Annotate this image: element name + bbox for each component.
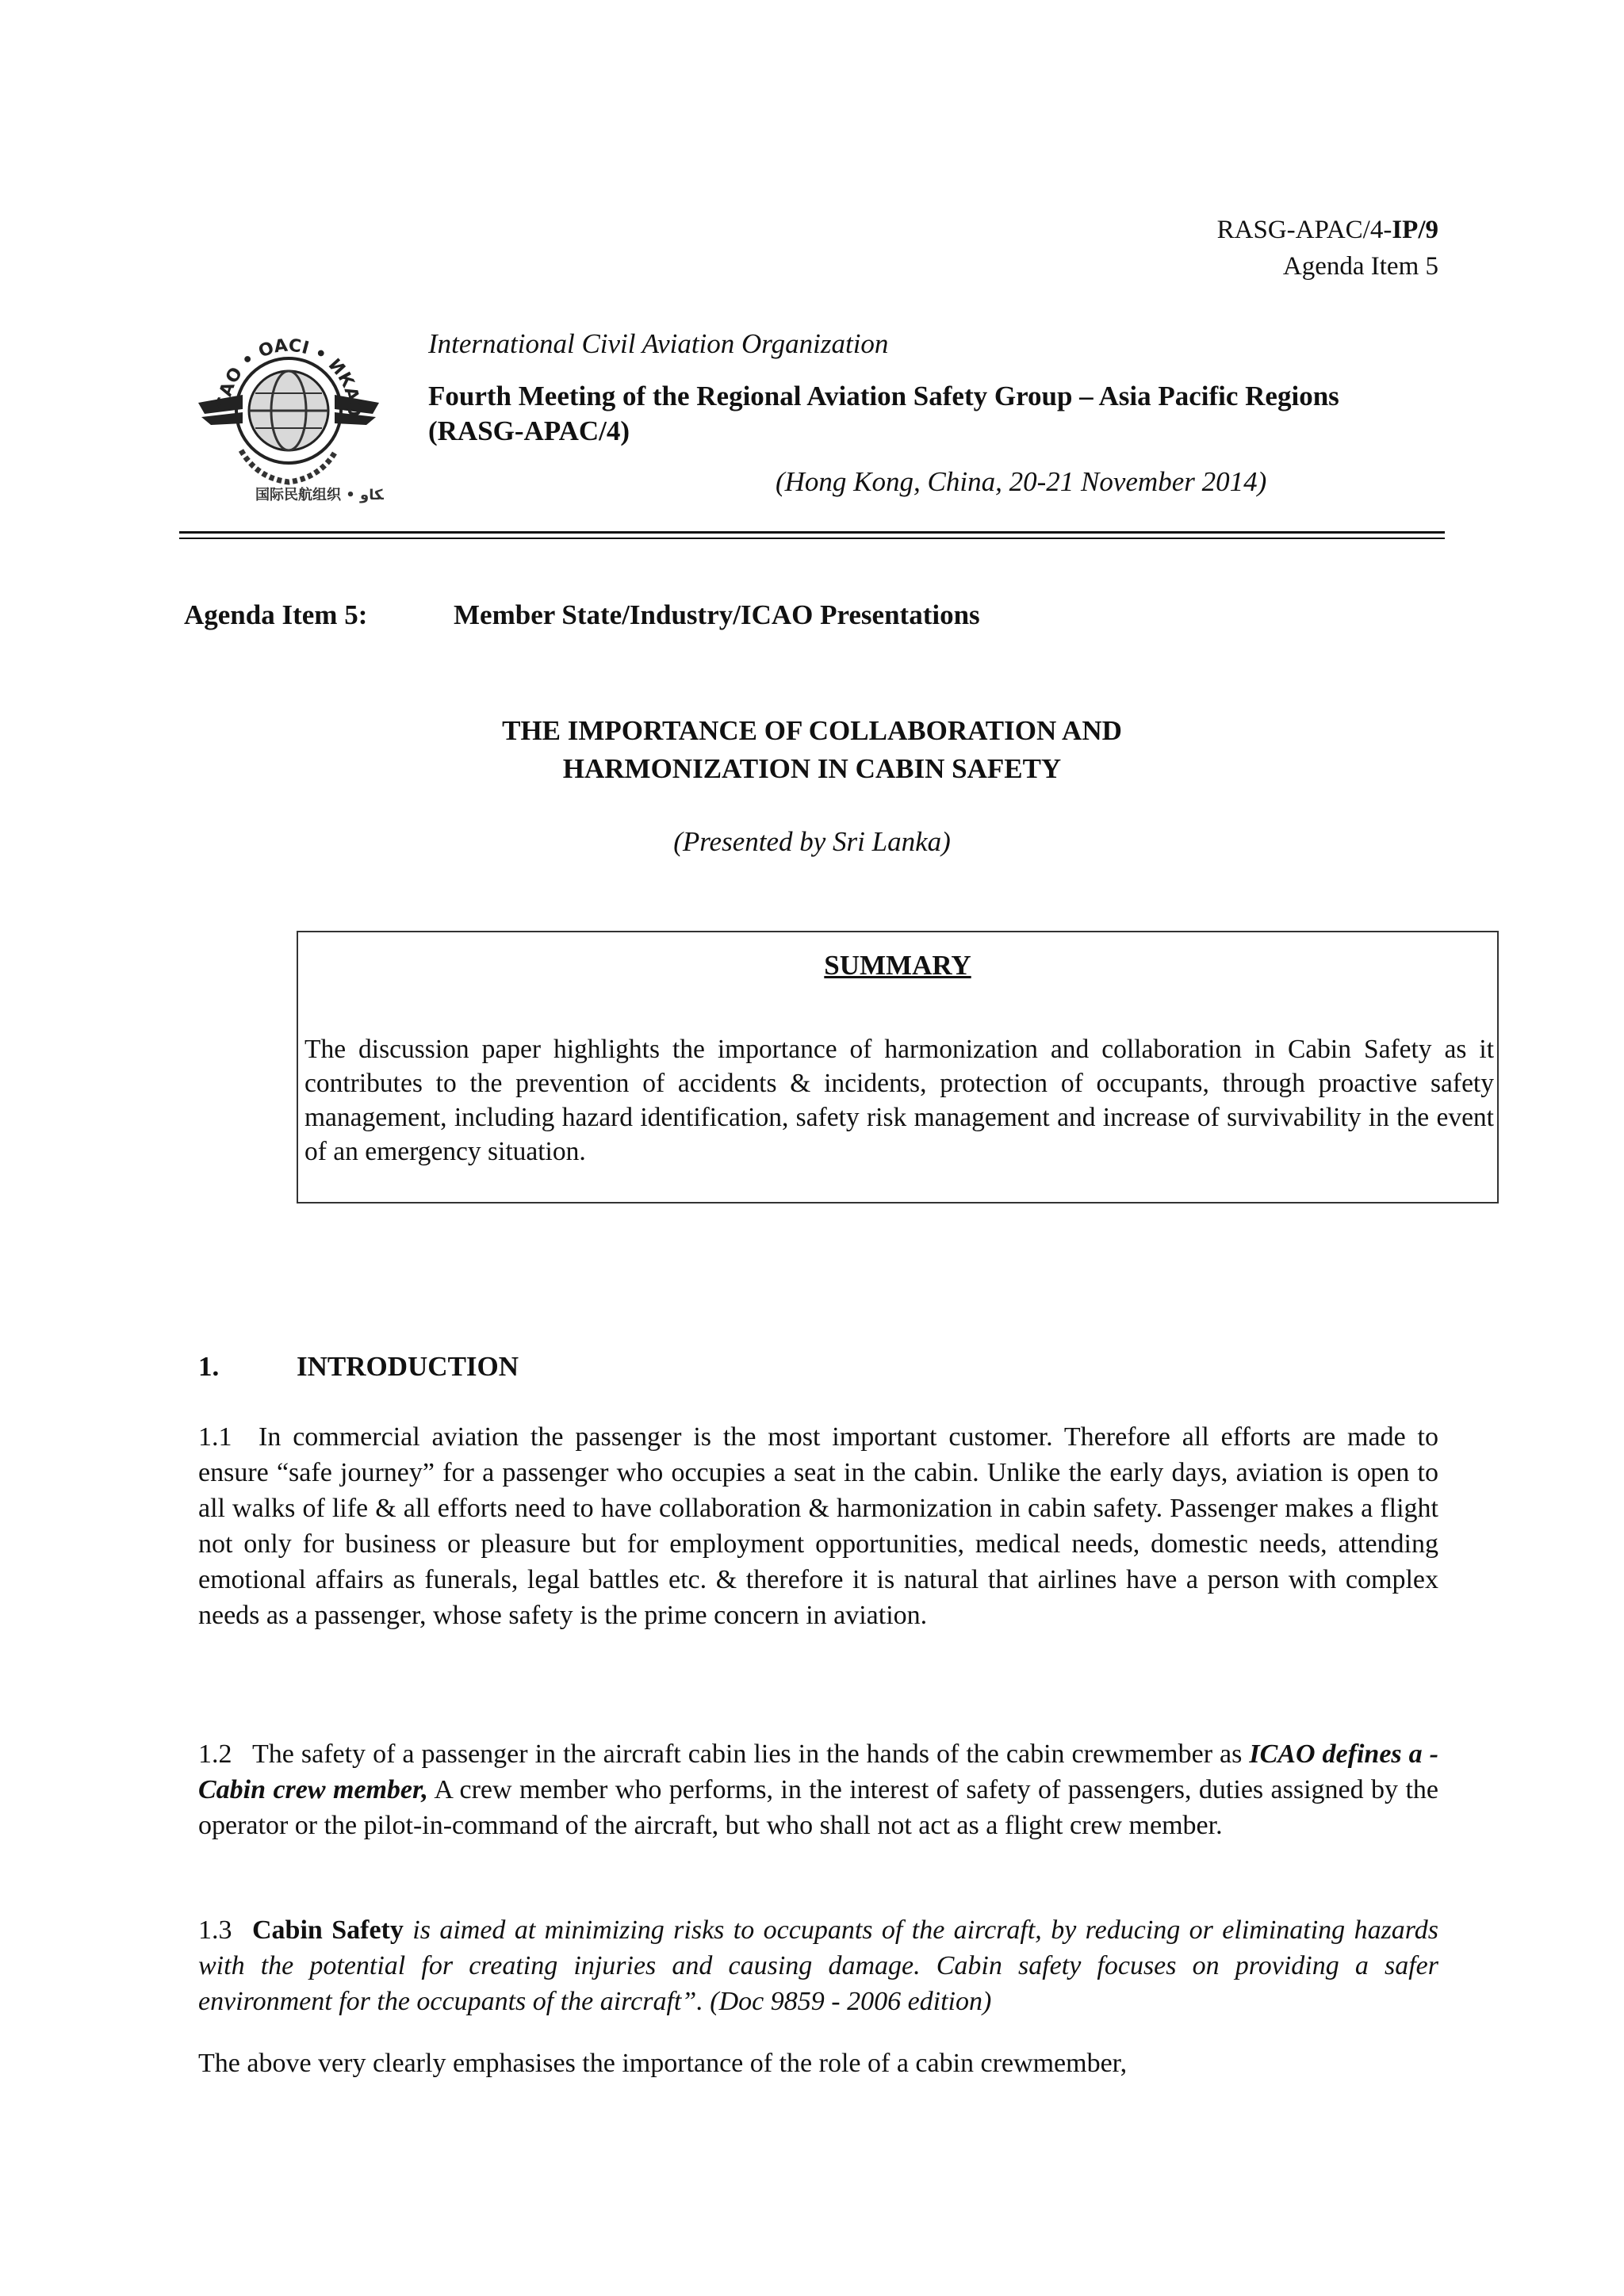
agenda-item-label: Agenda Item 5: — [184, 599, 368, 630]
header-divider-secondary — [179, 538, 1445, 539]
doc-ref-number: IP/9 — [1392, 216, 1438, 244]
agenda-item-title: Member State/Industry/ICAO Presentations — [454, 599, 980, 630]
svg-text:国际民航组织 • ايكاو: 国际民航组织 • كاو — [255, 487, 383, 503]
section-heading-introduction — [198, 1351, 519, 1383]
meeting-venue: (Hong Kong, China, 20-21 November 2014) — [776, 466, 1267, 497]
paragraph-1-2 — [198, 1736, 1438, 1843]
paragraph-number: 1.3 — [198, 1915, 232, 1945]
icao-definition-term: ICAO defines a -Cabin crew member, — [198, 1739, 1439, 1804]
paragraph-closing: The above very clearly emphasises the importance of the role of a cabin crewmember, — [198, 2049, 1128, 2078]
section-number: 1. — [198, 1351, 220, 1382]
paragraph-number: 1.1 — [198, 1422, 232, 1452]
paragraph-lead: The safety of a passenger in the aircraft cabin lies in the hands of the cabin crewmember as — [252, 1739, 1243, 1769]
paper-title-line1: THE IMPORTANCE OF COLLABORATION AND — [502, 715, 1122, 746]
agenda-reference: Agenda Item 5 — [1282, 252, 1438, 281]
paper-title-line2: HARMONIZATION IN CABIN SAFETY — [562, 753, 1062, 784]
summary-heading: SUMMARY — [824, 950, 971, 981]
paragraph-text: is aimed at minimizing risks to occupants of the aircraft, by reducing or eliminating hazards with the potential for creating injuries and causing damage. Cabin safety focuses on providing a safer environment for the occupants of the aircraft”. (Doc 9859 - 2006 edition) — [198, 1915, 1439, 2016]
summary-box — [297, 931, 1499, 1203]
icao-emblem-icon — [193, 316, 384, 506]
agenda-item-line — [184, 599, 980, 631]
document-reference — [1217, 212, 1438, 247]
paragraph-1-1 — [198, 1419, 1438, 1633]
organization-name: International Civil Aviation Organization — [428, 328, 889, 359]
paper-title — [0, 712, 1624, 788]
meeting-title-line1: Fourth Meeting of the Regional Aviation Safety Group – Asia Pacific Regions — [428, 381, 1339, 411]
paragraph-1-3 — [198, 1912, 1438, 2019]
paragraph-text: In commercial aviation the passenger is the most important customer. Therefore all efforts are made to ensure “safe journey” for a passenger who occupies a seat in the cabin. Unlike the early days, aviation is open to all walks of life & all efforts need to have collaboration & harmonization in cabin safety. Passenger makes a flight not only for business or pleasure but for employment opportunities, medical needs, domestic needs, attending emotional affairs as funerals, legal battles etc. & therefore it is natural that airlines have a person with complex needs as a passenger, whose safety is the prime concern in aviation. — [198, 1422, 1438, 1630]
presenter: (Presented by Sri Lanka) — [673, 826, 951, 857]
icao-emblem-logo — [193, 316, 384, 506]
paragraph-number: 1.2 — [198, 1739, 232, 1769]
summary-text: The discussion paper highlights the importance of harmonization and collaboration in Cabin Safety as it contributes to the prevention of accidents & incidents, protection of occupants, through proactive safety management, including hazard identification, safety risk management and increase of survivability in the event of an emergency situation. — [304, 1035, 1494, 1166]
doc-ref-prefix: RASG-APAC/4- — [1216, 216, 1392, 244]
cabin-safety-term: Cabin Safety — [252, 1915, 404, 1945]
paragraph-text: A crew member who performs, in the interest of safety of passengers, duties assigned by the operator or the pilot-in-command of the aircraft, but who shall not act as a flight crew member. — [198, 1775, 1439, 1840]
logo-ring-text: CAO • OACI • ИКАО — [213, 335, 364, 417]
section-title: INTRODUCTION — [297, 1351, 519, 1382]
meeting-title — [428, 379, 1459, 449]
meeting-title-line2: (RASG-APAC/4) — [428, 415, 630, 446]
header-divider — [179, 531, 1445, 534]
